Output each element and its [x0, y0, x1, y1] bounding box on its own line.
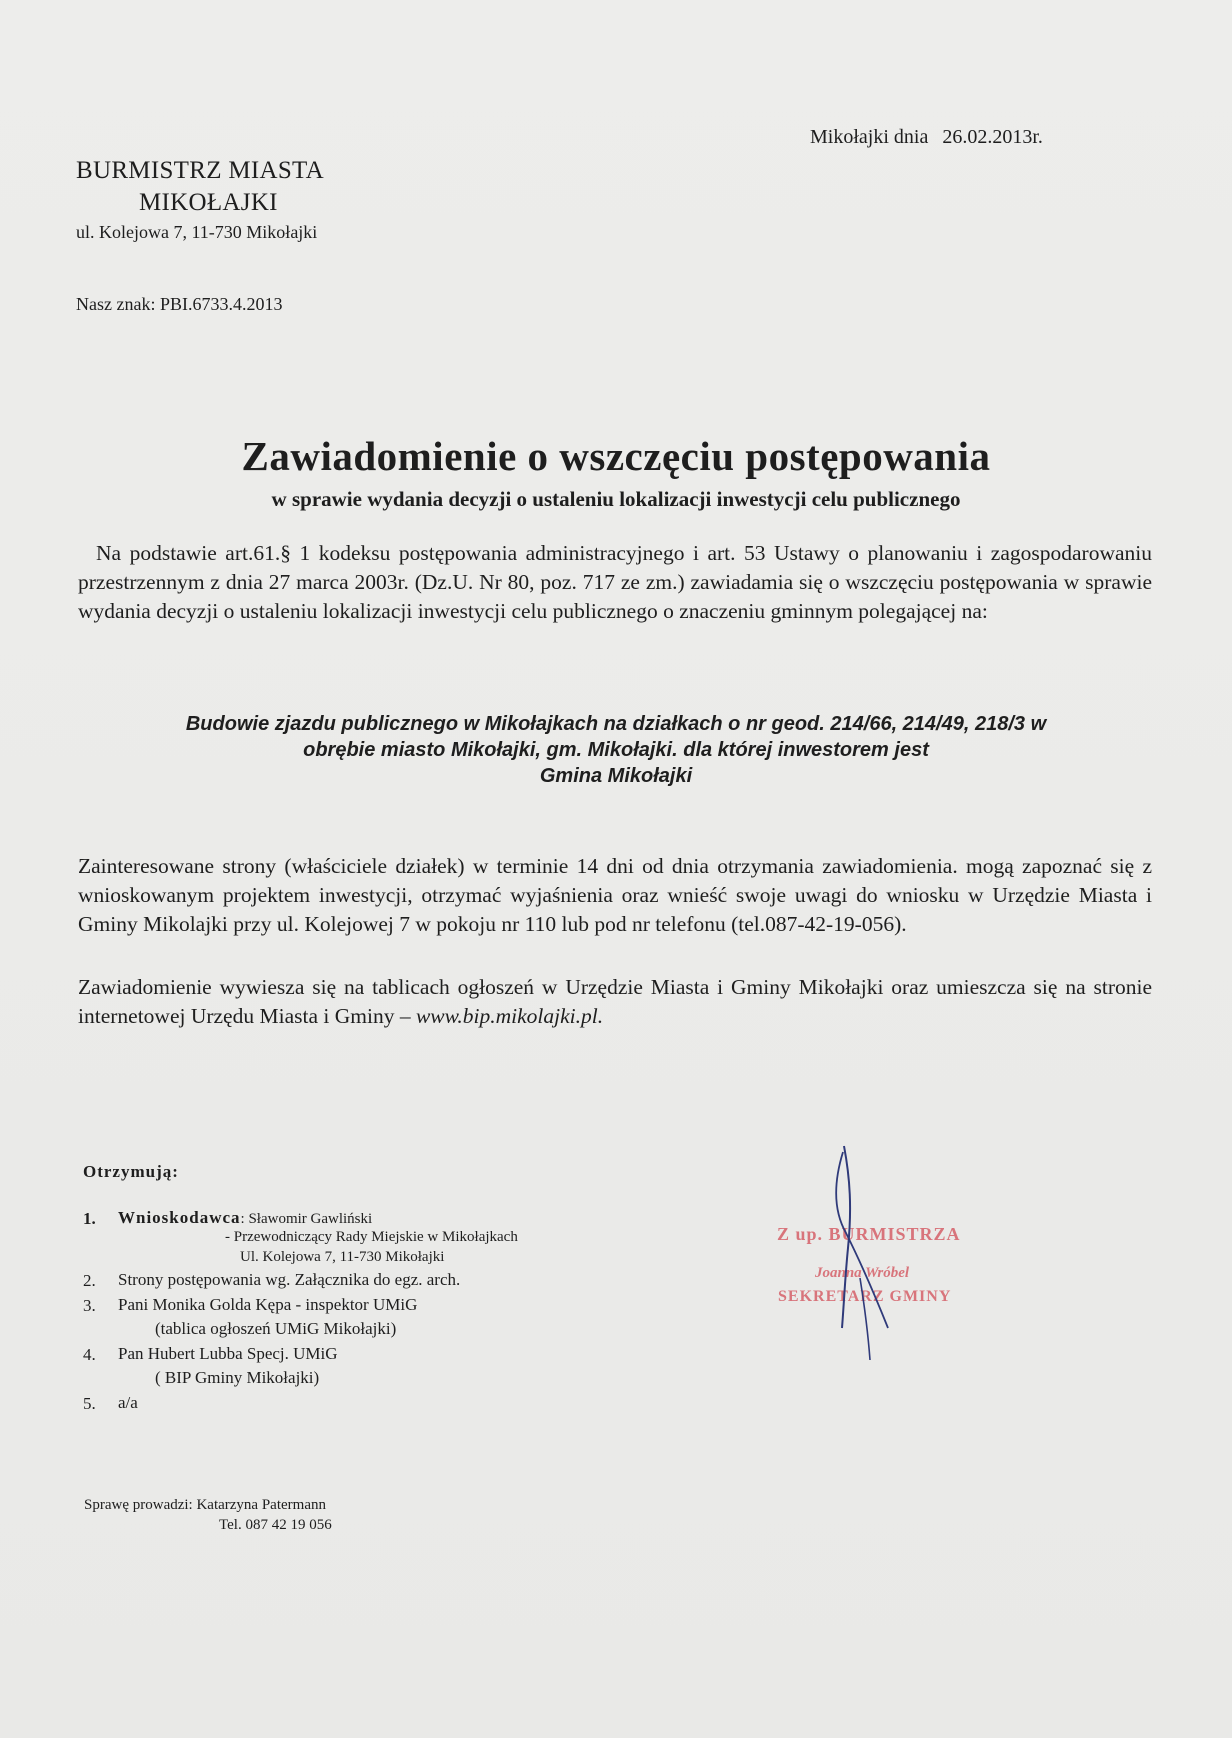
handwritten-signature	[830, 1138, 940, 1368]
handled-by: Sprawę prowadzi: Katarzyna Patermann	[84, 1497, 326, 1513]
recipient-1	[118, 1208, 372, 1228]
bip-link[interactable]: www.bip.mikolajki.pl.	[415, 1004, 604, 1028]
recipient-2-number: 2.	[83, 1271, 96, 1290]
recipient-3: Pani Monika Golda Kępa - inspektor UMiG	[118, 1295, 418, 1314]
recipient-3-detail: (tablica ogłoszeń UMiG Mikołajki)	[155, 1319, 397, 1338]
document-title: Zawiadomienie o wszczęciu postępowania	[241, 433, 991, 479]
contact-phone: Tel. 087 42 19 056	[219, 1517, 332, 1533]
reference-number: Nasz znak: PBI.6733.4.2013	[76, 294, 283, 314]
stamp-name: Joanna Wróbel	[815, 1265, 910, 1281]
publication-paragraph	[78, 973, 1152, 1031]
place-date-prefix: Mikołajki dnia	[810, 126, 929, 148]
recipient-4-detail: ( BIP Gminy Mikołajki)	[155, 1368, 320, 1387]
document-date: 26.02.2013r.	[942, 126, 1043, 148]
interested-parties-paragraph: Zainteresowane strony (właściciele działek) w terminie 14 dni od dnia otrzymania zawiadomienia. mogą zapoznać się z wnioskowanym projektem inwestycji, otrzymać wyjaśnienia oraz wnieść swoje uwagi do wniosku w Urzędzie Miasta i Gminy Mikolajki przy ul. Kolejowej 7 w pokoju nr 110 lub pod nr telefonu (tel.087-42-19-056).	[78, 854, 1152, 936]
investment-line-1: Budowie zjazdu publicznego w Mikołajkach na działkach o nr geod. 214/66, 214/49, 218/3 w	[185, 713, 1047, 735]
issuer-title: BURMISTRZ MIASTA	[76, 157, 324, 184]
recipient-1-role: - Przewodniczący Rady Miejskie w Mikołajkach	[225, 1229, 518, 1245]
stamp-position: SEKRETARZ GMINY	[778, 1288, 952, 1305]
recipient-1-name: : Sławomir Gawliński	[240, 1211, 373, 1227]
recipient-3-number: 3.	[83, 1296, 96, 1315]
stamp-authorization: Z up. BURMISTRZA	[777, 1224, 961, 1244]
investment-line-3: Gmina Mikołajki	[539, 765, 693, 787]
issuer-town: MIKOŁAJKI	[139, 189, 278, 216]
recipient-4-number: 4.	[83, 1345, 96, 1364]
recipient-1-address: Ul. Kolejowa 7, 11-730 Mikołajki	[240, 1249, 445, 1265]
recipient-4: Pan Hubert Lubba Specj. UMiG	[118, 1344, 338, 1363]
investment-line-2: obrębie miasto Mikołajki, gm. Mikołajki. dla której inwestorem jest	[303, 739, 929, 761]
recipient-5: a/a	[118, 1393, 138, 1412]
legal-basis-paragraph	[78, 539, 1152, 626]
recipient-1-number: 1.	[83, 1209, 96, 1228]
publication-text: Zawiadomienie wywiesza się na tablicach ogłoszeń w Urzędzie Miasta i Gminy Mikołajki oraz umieszcza się na stronie internetowej Urzędu Miasta i Gminy –	[78, 975, 1152, 1028]
place-date	[810, 126, 1043, 149]
legal-basis-text: Na podstawie art.61.§ 1 kodeksu postępowania administracyjnego i art. 53 Ustawy o planowaniu i zagospodarowaniu przestrzennym z dnia 27 marca 2003r. (Dz.U. Nr 80, poz. 717 ze zm.) zawiadamia się o wszczęciu postępowania w sprawie wydania decyzji o ustaleniu lokalizacji inwestycji celu publicznego o znaczeniu gminnym polegającej na:	[78, 541, 1152, 623]
recipient-5-number: 5.	[83, 1394, 96, 1413]
recipient-2: Strony postępowania wg. Załącznika do egz. arch.	[118, 1270, 461, 1289]
recipient-1-label: Wnioskodawca	[118, 1208, 241, 1227]
issuer-address: ul. Kolejowa 7, 11-730 Mikołajki	[76, 222, 318, 242]
recipients-heading: Otrzymują:	[83, 1162, 179, 1181]
document-subtitle: w sprawie wydania decyzji o ustaleniu lokalizacji inwestycji celu publicznego	[271, 487, 961, 511]
